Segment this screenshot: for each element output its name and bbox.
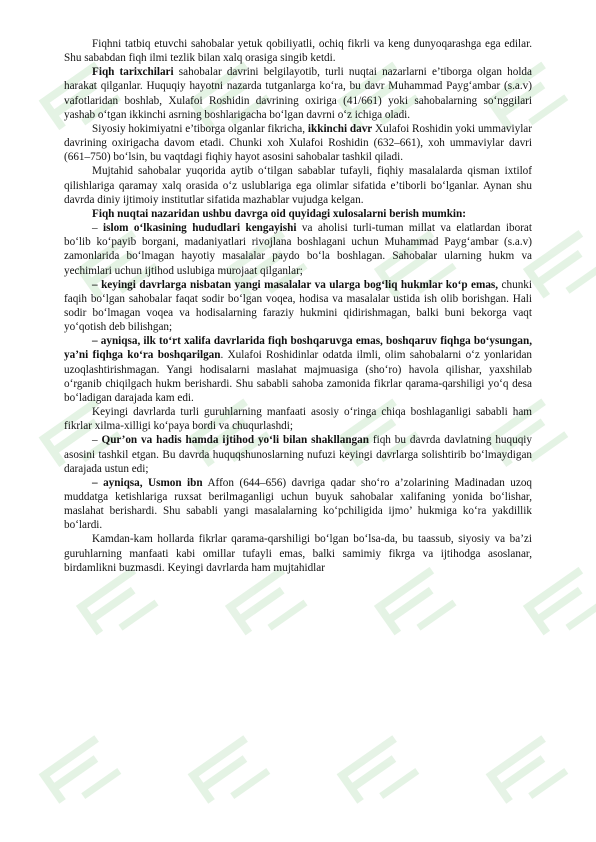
bold-text: Fiqh tarixchilari (92, 66, 174, 79)
body-text: va aholisi turli-tuman millat va elatlardan iborat bo‘lib ko‘payib borgani, madaniyatlari rivojlana boshlagani uchun Muhammad Payg‘ambar (s.a.v) zamonlarida bo‘lmagan hayotiy masalalar paydo bo‘la boshlagan. Sahobalar ularning hukm va yechimlari uchun ijtihod uslubiga murojaat qilganlar; (64, 222, 532, 277)
body-text: Fiqhni tatbiq etuvchi sahobalar yetuk qobiliyatli, ochiq fikrli va keng dunyoqarashga ega edilar. Shu sababdan fiqh ilmi tezlik bilan xalq orasiga singib ketdi. (64, 38, 532, 65)
paragraph-p11 (64, 476, 532, 533)
body-text: Affon (644–656) davriga qadar sho‘ro a’zolarining Madinadan uzoq muddatga ketishlariga ruxsat berilmaganligi uchun buyuk sahobalar xalifaning yonida bo‘lishar, maslahat berishardi. Shu sababli yangi masalalarning ko‘pchiligida ijmo’ hukmiga ko‘ra yakdillik bo‘lardi. (64, 476, 533, 532)
bold-text: Qur’on va hadis hamda ijtihod yo‘li bilan shakllangan (101, 434, 369, 447)
body-text: Mujtahid sahobalar yuqorida aytib o‘tilgan sabablar tufayli, fiqhiy masalalarda qisman ixtilof qilishlariga qaramay xalq orasida o‘z uslublariga ega olimlar sifatida e’tiborli bo‘lganlar. Aynan shu davrda diniy ijtimoiy institutlar sifatida mazhablar vujudga kelgan. (64, 165, 532, 206)
paragraph-p4 (64, 164, 532, 206)
body-text: . Xulafoi Roshidinlar odatda ilmli, olim sahobalarni o‘z yonlaridan uzoqlashtirishmagan. Yangi hodisalarni maslahat majmuasiga (sho‘ro) havola qilishar, yaxshilab o‘rganib chiqilgach hukm berishardi. Shu sababli sahoba zamonida fikrlar qarama-qarshiligi yo‘q desa bo‘ladigan darajada kam edi. (64, 349, 533, 404)
paragraph-p10 (64, 433, 532, 475)
bold-text: Fiqh nuqtai nazaridan ushbu davrga oid quyidagi xulosalarni berish mumkin: (92, 207, 466, 220)
document-page (64, 37, 532, 575)
body-text: Keyingi davrlarda turli guruhlarning manfaati asosiy o‘ringa chiqa boshlaganligi sababli ham fikrlar xilma-xilligi ko‘paya bordi va chuqurlashdi; (64, 406, 532, 433)
bold-text: – ayniqsa, Usmon ibn (92, 476, 203, 489)
paragraph-p6 (64, 221, 532, 278)
paragraph-p12 (64, 532, 532, 574)
body-text: sahobalar davrini belgilayotib, turli nuqtai nazarlarni e’tiborga olgan holda harakat qilganlar. Huquqiy hayotni nazarda tutganlarga ko‘ra, bu davr Muhammad Payg‘ambar (s.a.v) vafotlaridan boshlab, Xulafoi Roshidin davrining oxiriga (41/661) yoki sahobalarning so‘nggilari yashab o‘tgan ikkinchi asrning boshlarigacha bo‘lgan davrni o‘z ichiga oladi. (64, 66, 532, 121)
bold-text: – keyingi davrlarga nisbatan yangi masalalar va ularga bog‘liq hukmlar ko‘p emas, (92, 278, 499, 291)
watermark-mark (523, 230, 596, 308)
paragraph-p1 (64, 37, 532, 65)
watermark-mark (337, 735, 420, 813)
body-text: chunki faqih bo‘lgan sahobalar faqat sodir bo‘lgan voqea, hodisa va masalalar ustida ish olib borishgan. Hali sodir bo‘lmagan voqea va hodisalarning faraziy hukmini qidirishmagan, balki buni bekorga vaqt yo‘qotish deb bilishgan; (64, 278, 532, 334)
paragraph-p8 (64, 334, 532, 405)
body-text: – (92, 434, 102, 447)
paragraph-p3 (64, 122, 532, 164)
paragraph-p9 (64, 405, 532, 433)
bold-text: ikkinchi davr (307, 122, 373, 135)
body-text: Xulafoi Roshidin yoki ummaviylar davrining oxirigacha davom etadi. Chunki xoh Xulafoi Roshidin (632–661), xoh ummaviylar davri (661–750) bo‘lsin, bu vaqtdagi fiqhiy hayot asosini sahobalar tashkil qiladi. (64, 122, 532, 164)
watermark-mark (188, 735, 271, 813)
body-text: Siyosiy hokimiyatni e’tiborga olganlar fikricha, (92, 122, 308, 135)
watermark-mark (76, 567, 159, 645)
bold-text: islom o‘lkasining hududlari kengayishi (103, 222, 297, 235)
watermark-mark (374, 567, 457, 645)
bold-text: – ayniqsa, ilk to‘rt xalifa davrlarida fiqh boshqaruvga emas, boshqaruv fiqhga bo‘ysungan, ya’ni fiqhga ko‘ra boshqarilgan (64, 335, 532, 362)
paragraph-p2 (64, 65, 532, 122)
paragraph-p5 (64, 207, 532, 221)
watermark-mark (225, 567, 308, 645)
watermark-mark (39, 735, 122, 813)
body-text: – (92, 222, 104, 235)
body-text: fiqh bu davrda davlatning huquqiy asosini tashkil etgan. Bu davrda huquqshunoslarning nufuzi keyingi davrlarga solishtirib bo‘lmaydigan darajada ustun edi; (64, 434, 533, 475)
watermark-mark (523, 567, 596, 645)
body-text: Kamdan-kam hollarda fikrlar qarama-qarshiligi bo‘lgan bo‘lsa-da, bu taassub, siyosiy va ba’zi guruhlarning manfaati kabi omillar tufayli emas, balki samimiy fikrga va ijtihodga asoslanar, birdamlikni buzmasdi. Keyingi davrlarda ham mujtahidlar (64, 533, 532, 574)
paragraph-p7 (64, 278, 532, 335)
watermark-mark (486, 735, 569, 813)
